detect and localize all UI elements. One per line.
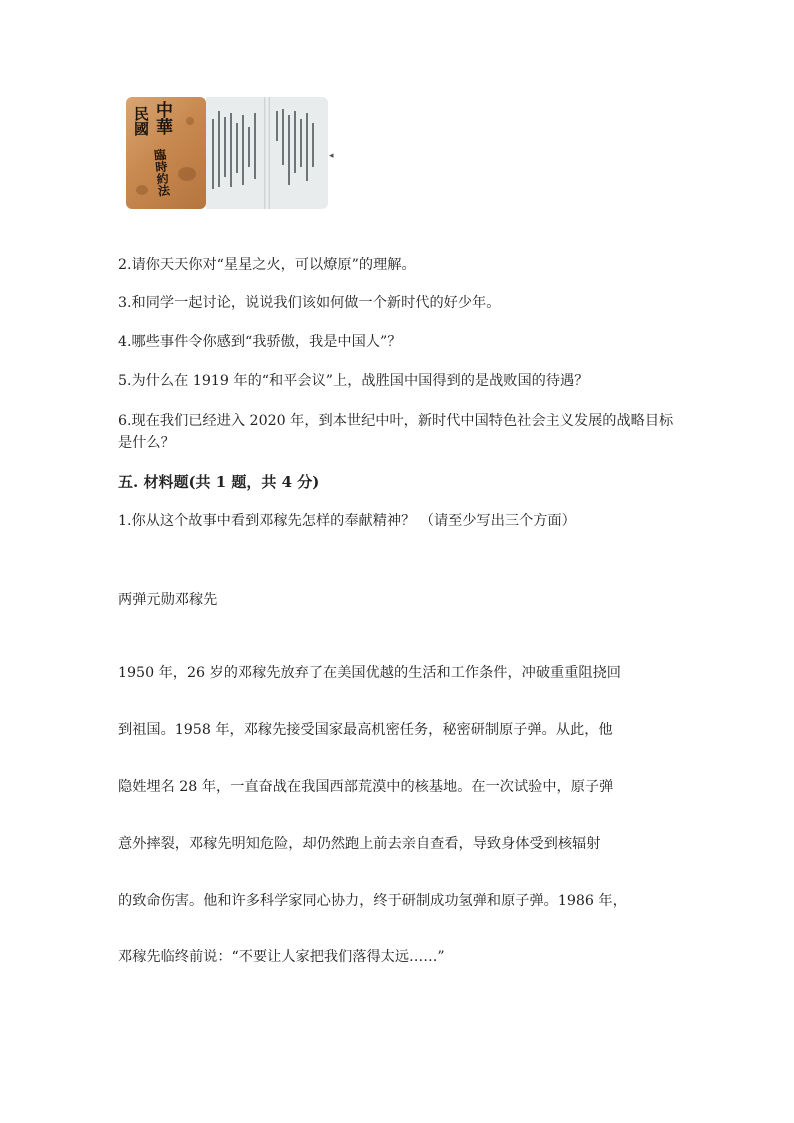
story-line: 隐姓埋名 28 年，一直奋战在我国西部荒漠中的核基地。在一次试验中，原子弹 xyxy=(118,779,614,795)
story-line: 的致命伤害。他和许多科学家同心协力，终于研制成功氢弹和原子弹。1986 年， xyxy=(118,893,627,909)
cover-text-yuefa: 臨時約法 xyxy=(153,147,171,199)
story-line: 到祖国。1958 年，邓稼先接受国家最高机密任务，秘密研制原子弹。从此，他 xyxy=(118,722,613,738)
book-cover xyxy=(126,97,206,209)
cover-text-zhonghua: 中華 xyxy=(156,101,173,138)
section-title: 五. 材料题(共 1 题，共 4 分) xyxy=(118,473,320,491)
question-5: 5.为什么在 1919 年的“和平会议”上，战胜国中国得到的是战败国的待遇？ xyxy=(118,373,589,389)
question-2: 2.请你天天你对“星星之火，可以燎原”的理解。 xyxy=(118,257,416,273)
question-4: 4.哪些事件令你感到“我骄傲，我是中国人”？ xyxy=(118,334,402,350)
story-line: 意外摔裂，邓稼先明知危险，却仍然跑上前去亲自查看，导致身体受到核辐射 xyxy=(118,836,601,852)
story-title: 两弹元勋邓稼先 xyxy=(118,592,218,608)
question-3: 3.和同学一起讨论，说说我们该如何做一个新时代的好少年。 xyxy=(118,295,501,311)
small-arrow-icon: ◂ xyxy=(329,151,334,161)
story-line: 邓稼先临终前说：“不要让人家把我们落得太远……” xyxy=(118,949,445,965)
material-question: 1.你从这个故事中看到邓稼先怎样的奉献精神？ （请至少写出三个方面） xyxy=(118,513,576,529)
cover-text-minguo: 民國 xyxy=(134,105,150,138)
provisional-constitution-image xyxy=(126,97,328,209)
book-inner-page xyxy=(206,97,328,209)
question-6: 6.现在我们已经进入 2020 年，到本世纪中叶，新时代中国特色社会主义发展的战略目标是什么？ xyxy=(118,413,674,451)
story-line: 1950 年，26 岁的邓稼先放弃了在美国优越的生活和工作条件，冲破重重阻挠回 xyxy=(118,665,621,681)
